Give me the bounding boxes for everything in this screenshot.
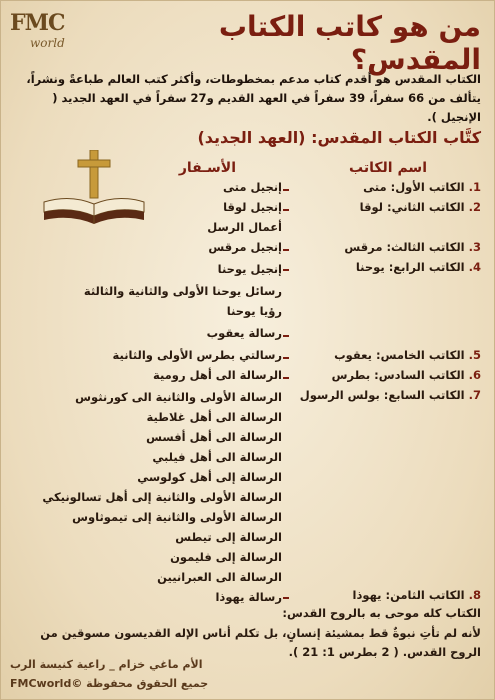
book-item: إنجيل لوقا [223, 200, 282, 214]
author-text: الكاتب الأول: متى [363, 180, 465, 194]
dash-marker [283, 249, 289, 251]
footer-title: الكتاب كله موحى به بالروح القدس: [282, 606, 481, 620]
page-title: من هو كاتب الكتاب المقدس؟ [218, 10, 481, 76]
header-books: الأسـفار [178, 160, 236, 176]
book-item: إنجيل مرقس [208, 240, 282, 254]
book-item: الرسالة الى العبرانيين [157, 570, 282, 584]
book-item: إنجيل يوحنا [217, 262, 282, 276]
dash-marker [283, 335, 289, 337]
author-number: 2. [468, 200, 481, 214]
author-text: الكاتب الثامن: يهوذا [352, 588, 465, 602]
logo-main-text: FMC [10, 10, 65, 36]
author-signature: الأم ماغي خزام _ راعية كنيسة الرب [10, 658, 203, 671]
author-number: 6. [468, 368, 481, 382]
dash-marker [283, 269, 289, 271]
dash-marker [283, 377, 289, 379]
dash-marker [283, 189, 289, 191]
author-row [291, 368, 481, 388]
book-item: رسالة يهوذا [215, 590, 282, 604]
book-item: الرسالة الى أهل رومية [153, 368, 282, 382]
author-row [291, 200, 481, 220]
section-title: كتَّاب الكتاب المقدس: (العهد الجديد) [197, 128, 481, 147]
author-row [291, 388, 481, 408]
author-row [291, 348, 481, 368]
footer-quote: لأنه لم تأتِ نبوةٌ قط بمشيئة إنسانٍ، بل تكلم أناس الإله القديسون مسوقين من الروح القدس. ( 2 بطرس 1: 21 ). [40, 626, 481, 659]
author-row [291, 588, 481, 608]
book-item: الرسالة الى أهل فيلبي [152, 450, 282, 464]
copyright-notice: جميع الحقوق محفوظة ©FMCworld [10, 677, 209, 690]
book-item: إنجيل متى [223, 180, 282, 194]
book-item: الرسالة الى أهل غلاطية [146, 410, 282, 424]
author-row [291, 180, 481, 200]
book-item: رسالة يعقوب [206, 326, 282, 340]
book-item: الرسالة الى أهل أفسس [146, 430, 282, 444]
logo-sub-text: world [30, 36, 65, 50]
author-number: 1. [468, 180, 481, 194]
author-number: 8. [468, 588, 481, 602]
author-text: الكاتب الرابع: يوحنا [355, 260, 465, 274]
author-number: 3. [468, 240, 481, 254]
author-row [291, 260, 481, 280]
book-item: الرسالة الأولى والثانية الى كورنثوس [75, 390, 282, 404]
book-item: الرسالة إلى أهل كولوسي [137, 470, 282, 484]
book-item: الرسالة الأولى والثانية إلى أهل تسالونيكي [42, 490, 282, 504]
author-text: الكاتب السادس: بطرس [331, 368, 465, 382]
author-number: 5. [468, 348, 481, 362]
dash-marker [283, 597, 289, 599]
book-item: الرسالة إلى فليمون [170, 550, 282, 564]
book-item: رسائل يوحنا الأولى والثانية والثالثة [83, 284, 282, 298]
author-number: 7. [468, 388, 481, 402]
book-item: الرسالة الأولى والثانية إلى تيموثاوس [72, 510, 282, 524]
header-author-name: اسم الكاتب [349, 160, 427, 176]
fmc-world-logo [10, 10, 88, 56]
book-item: الرسالة إلى تيطس [175, 530, 282, 544]
book-item: رؤيا يوحنا [226, 304, 282, 318]
book-item: رسالتي بطرس الأولى والثانية [112, 348, 282, 362]
author-text: الكاتب السابع: بولس الرسول [299, 388, 465, 402]
author-text: الكاتب الثاني: لوقا [359, 200, 465, 214]
author-row [291, 240, 481, 260]
dash-marker [283, 209, 289, 211]
book-item: أعمال الرسل [207, 220, 282, 234]
author-number: 4. [468, 260, 481, 274]
author-text: الكاتب الخامس: يعقوب [334, 348, 465, 362]
dash-marker [283, 357, 289, 359]
author-text: الكاتب الثالث: مرقس [344, 240, 465, 254]
intro-paragraph: الكتاب المقدس هو أقدم كتاب مدعم بمخطوطات، وأكثر كتب العالم طباعةً ونشراً، يتألف من 66 سفراً، 39 سفراً في العهد القديم و27 سفراً في العهد الجديد ( الإنجيل ). [26, 72, 481, 124]
